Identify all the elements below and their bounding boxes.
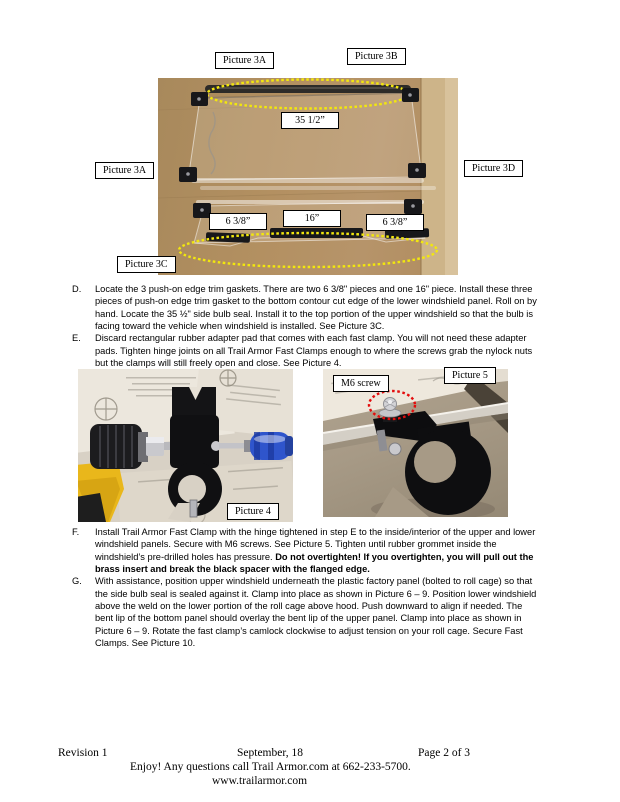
- footer-date: September, 18: [237, 747, 303, 759]
- picture-4-label: Picture 4: [227, 503, 279, 520]
- dimension-16-label: 16”: [283, 210, 341, 227]
- step-g-letter: G.: [72, 576, 82, 587]
- step-e: [72, 332, 542, 369]
- step-d-text: Locate the 3 push-on edge trim gaskets. There are two 6 3/8" pieces and one 16" piece. Install these three pieces of push-on edge trim gasket to the bottom contour cut edge of the lower windshield panel. Roll on by hand. Locate the 35 ½" side bulb seal. Install it to the top portion of the upper windshield so that the bulb is facing toward the vehicle when windshield is installed. See Picture 3C.: [95, 284, 537, 332]
- instruction-steps-de: [72, 283, 542, 369]
- footer-website: www.trailarmor.com: [212, 775, 308, 787]
- fast-clamp-hinge-illustration: [78, 369, 293, 522]
- picture-3b-label: Picture 3B: [347, 48, 406, 65]
- picture-3d-label: Picture 3D: [464, 160, 523, 177]
- windshield-panels-photo: [158, 78, 458, 275]
- picture-3c-label: Picture 3C: [117, 256, 176, 273]
- fast-clamp-on-panel: [373, 411, 491, 517]
- picture-5-label: Picture 5: [444, 367, 496, 384]
- screwdriver: [219, 432, 293, 460]
- step-g: [72, 575, 542, 649]
- step-g-text: With assistance, position upper windshield underneath the plastic factory panel (bolted to roll cage) so that the side bulb seal is sealed against it. Clamp into place as shown in Picture 6 – 9. Position lower windshield above the weld on the lower portion of the roll cage above hood. Push downward to align if needed. The bent lip of the bottom panel should overlay the bent lip of the upper panel. Clamp into place as shown in Picture 6 – 9. Rotate the fast clamp’s camlock clockwise to adjust tension on your roll cage. Secure Fast Clamps. See Picture 10.: [95, 576, 537, 649]
- dimension-35half-label: 35 1/2”: [281, 112, 339, 129]
- fast-clamp-hinge-photo: [78, 369, 293, 522]
- instruction-steps-fg: [72, 526, 542, 649]
- footer-support-line: Enjoy! Any questions call Trail Armor.com at 662-233-5700.: [130, 761, 411, 773]
- upper-windshield-panel: [188, 93, 436, 190]
- footer-page-number: Page 2 of 3: [418, 747, 471, 759]
- windshield-panels-illustration: [158, 78, 458, 275]
- step-f-warning: Do not overtighten! If you overtighten, you will pull out the brass insert and break the black spacer with the flanged edge.: [95, 551, 534, 575]
- fast-clamp: [168, 387, 222, 522]
- step-d-letter: D.: [72, 284, 82, 294]
- picture-3a-top-label: Picture 3A: [215, 52, 274, 69]
- footer-revision: Revision 1: [58, 747, 108, 759]
- step-e-text: Discard rectangular rubber adapter pad that comes with each fast clamp. You will not need these adapter pads. Tighten hinge joints on all Trail Armor Fast Clamps enough to where the screws grab the nylock nuts but the clamps will still freely open and close. See Picture 4.: [95, 333, 533, 369]
- m6-screw-label: M6 screw: [333, 375, 389, 392]
- dimension-638-right-label: 6 3/8”: [366, 214, 424, 231]
- step-e-letter: E.: [72, 333, 81, 344]
- step-f: [72, 526, 542, 575]
- step-f-letter: F.: [72, 527, 80, 537]
- step-f-text: Install Trail Armor Fast Clamp with the hinge tightened in step E to the inside/interior of the upper and lower windshield panels. Secure with M6 screws. See Picture 5. Tighten until rubber grommet inside the windshield’s pre-drilled holes has pressure.: [95, 527, 536, 562]
- picture-3a-left-label: Picture 3A: [95, 162, 154, 179]
- dimension-638-left-label: 6 3/8”: [209, 213, 267, 230]
- step-d: [72, 283, 542, 332]
- side-bulb-seal: [205, 85, 411, 93]
